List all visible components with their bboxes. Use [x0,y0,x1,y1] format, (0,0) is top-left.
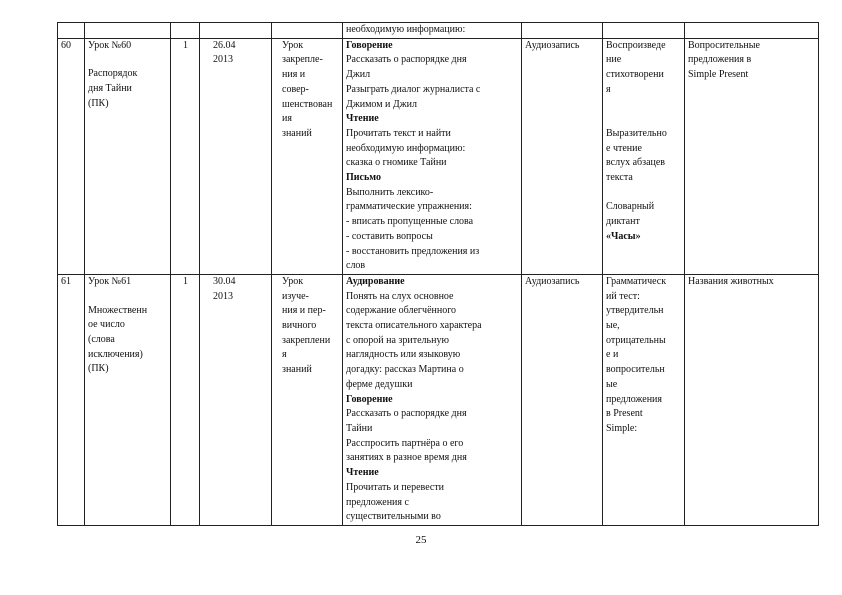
lesson-date [200,38,272,274]
cell-type [272,23,343,39]
section-heading: Чтение [346,113,379,125]
text-line: предложения [606,393,663,405]
text-line: закрепле- [282,54,323,66]
cell-notes [685,23,819,39]
lesson-media: Аудиозапись [522,274,603,525]
text-line: текста описательного характера [346,320,482,332]
text-line: ние [606,54,622,66]
lesson-plan-table [57,22,819,526]
cell-hours [171,23,200,39]
lesson-control [603,274,685,525]
text-line: Названия животных [688,275,774,287]
text-line: Рассказать о распорядке дня [346,54,467,66]
text-line: ферме дедушки [346,378,413,390]
cell-date [200,23,272,39]
text-line: закреплени [282,334,331,346]
lesson-notes [685,38,819,274]
text-line: Джимом и Джил [346,98,417,110]
text-line: Джил [346,69,371,81]
lesson-number: 61 [58,274,85,525]
text-line: ия [282,113,292,125]
text-line: е и [606,349,619,361]
text-line: ния и [282,69,306,81]
text-line: наглядность или языковую [346,349,461,361]
topic-lines [88,304,168,378]
text-line: текста [606,172,633,184]
text-line: вичного [282,320,317,332]
text-line: грамматические упражнения: [346,201,472,213]
cell-media [522,23,603,39]
text-line: (ПК) [88,363,109,375]
text-line: ые, [606,320,620,332]
text-line: Понять на слух основное [346,290,454,302]
text-line: занятиях в разное время дня [346,452,467,464]
text-line: совер- [282,83,309,95]
text-line: слов [346,260,366,272]
text-line: Множественн [88,304,148,316]
text-line: знаний [282,364,312,376]
cell-topic [85,23,171,39]
text-line: - восстановить предложения из [346,245,480,257]
text-line [606,98,682,113]
text-line: ые [606,378,618,390]
lesson-hours: 1 [171,274,200,525]
text-line: Разыграть диалог журналиста с [346,83,481,95]
text-line: Воспроизведе [606,39,666,51]
text-line: существительными во [346,511,441,523]
text-line: 26.04 [213,39,236,51]
text-line [606,112,682,127]
section-heading: Чтение [346,467,379,479]
text-line: 2013 [213,290,233,302]
lesson-title: Урок №61 [88,275,132,287]
lesson-type [272,274,343,525]
text-line: предложения с [346,496,409,508]
text-line: ое число [88,319,125,331]
text-line: исключения) [88,348,143,360]
text-line: Вопросительные [688,39,760,51]
text-line: Урок [282,275,304,287]
text-line: я [606,83,611,95]
text-line: ий тест: [606,290,640,302]
text-line: е чтение [606,142,642,154]
lesson-number: 60 [58,38,85,274]
text-line: отрицательны [606,334,666,346]
text-line: - вписать пропущенные слова [346,216,474,228]
text-line: Выразительно [606,127,667,139]
section-heading: Письмо [346,172,381,184]
lesson-type [272,38,343,274]
cell-control [603,23,685,39]
text-line: Расспросить партнёра о его [346,437,464,449]
section-heading: Говорение [346,393,393,405]
text-line: Урок [282,39,304,51]
text-line: Распорядок [88,68,138,80]
table-row [58,38,819,274]
text-line: Рассказать о распорядке дня [346,408,467,420]
lesson-topic [85,274,171,525]
text-line: Simple: [606,422,638,434]
text-line: знаний [282,127,312,139]
text-line: шенствован [282,98,333,110]
text-line: предложения в [688,54,752,66]
text-line: в Present [606,408,643,420]
text-line: Simple Present [688,69,749,81]
page-number: 25 [415,534,427,546]
topic-lines [88,67,168,111]
text-line: (ПК) [88,97,109,109]
lesson-content [343,274,522,525]
text-line: Грамматическ [606,275,667,287]
text-line: с опорой на зрительную [346,334,449,346]
text-line: 30.04 [213,275,236,287]
section-heading: Говорение [346,39,393,51]
text-line: Выполнить лексико- [346,186,434,198]
text-line: содержание облегчённого [346,305,457,317]
text-line: стихотворени [606,69,664,81]
text-line: диктант [606,216,640,228]
lesson-content [343,38,522,274]
cell-content [343,23,522,39]
text-line: Прочитать и перевести [346,481,445,493]
lesson-media: Аудиозапись [522,38,603,274]
text-line: 2013 [213,54,233,66]
lesson-title: Урок №60 [88,39,132,51]
text-line: я [282,349,287,361]
text-line: вслух абзацев [606,157,666,169]
lesson-hours: 1 [171,38,200,274]
lesson-notes [685,274,819,525]
text-line: изуче- [282,290,309,302]
text-line: вопросительн [606,364,665,376]
text-line: сказка о гномике Тайни [346,157,447,169]
text-line: утвердительн [606,305,664,317]
text-line: (слова [88,334,115,346]
cell-num [58,23,85,39]
text-line: Словарный [606,201,655,213]
text-line: необходимую информацию: [346,142,466,154]
text-line: - составить вопросы [346,230,433,242]
text-line: догадку: рассказ Мартина о [346,364,464,376]
continuation-row [58,23,819,39]
text-line: Тайни [346,422,373,434]
text-line: Прочитать текст и найти [346,127,451,139]
lesson-control [603,38,685,274]
section-heading: Аудирование [346,275,405,287]
lesson-topic [85,38,171,274]
table-row [58,274,819,525]
text-line: дня Тайни [88,83,132,95]
section-heading: «Часы» [606,230,641,242]
text-line: ния и пер- [282,305,326,317]
text-line [606,186,682,201]
lesson-date [200,274,272,525]
continuation-text: необходимую информацию: [346,24,466,35]
